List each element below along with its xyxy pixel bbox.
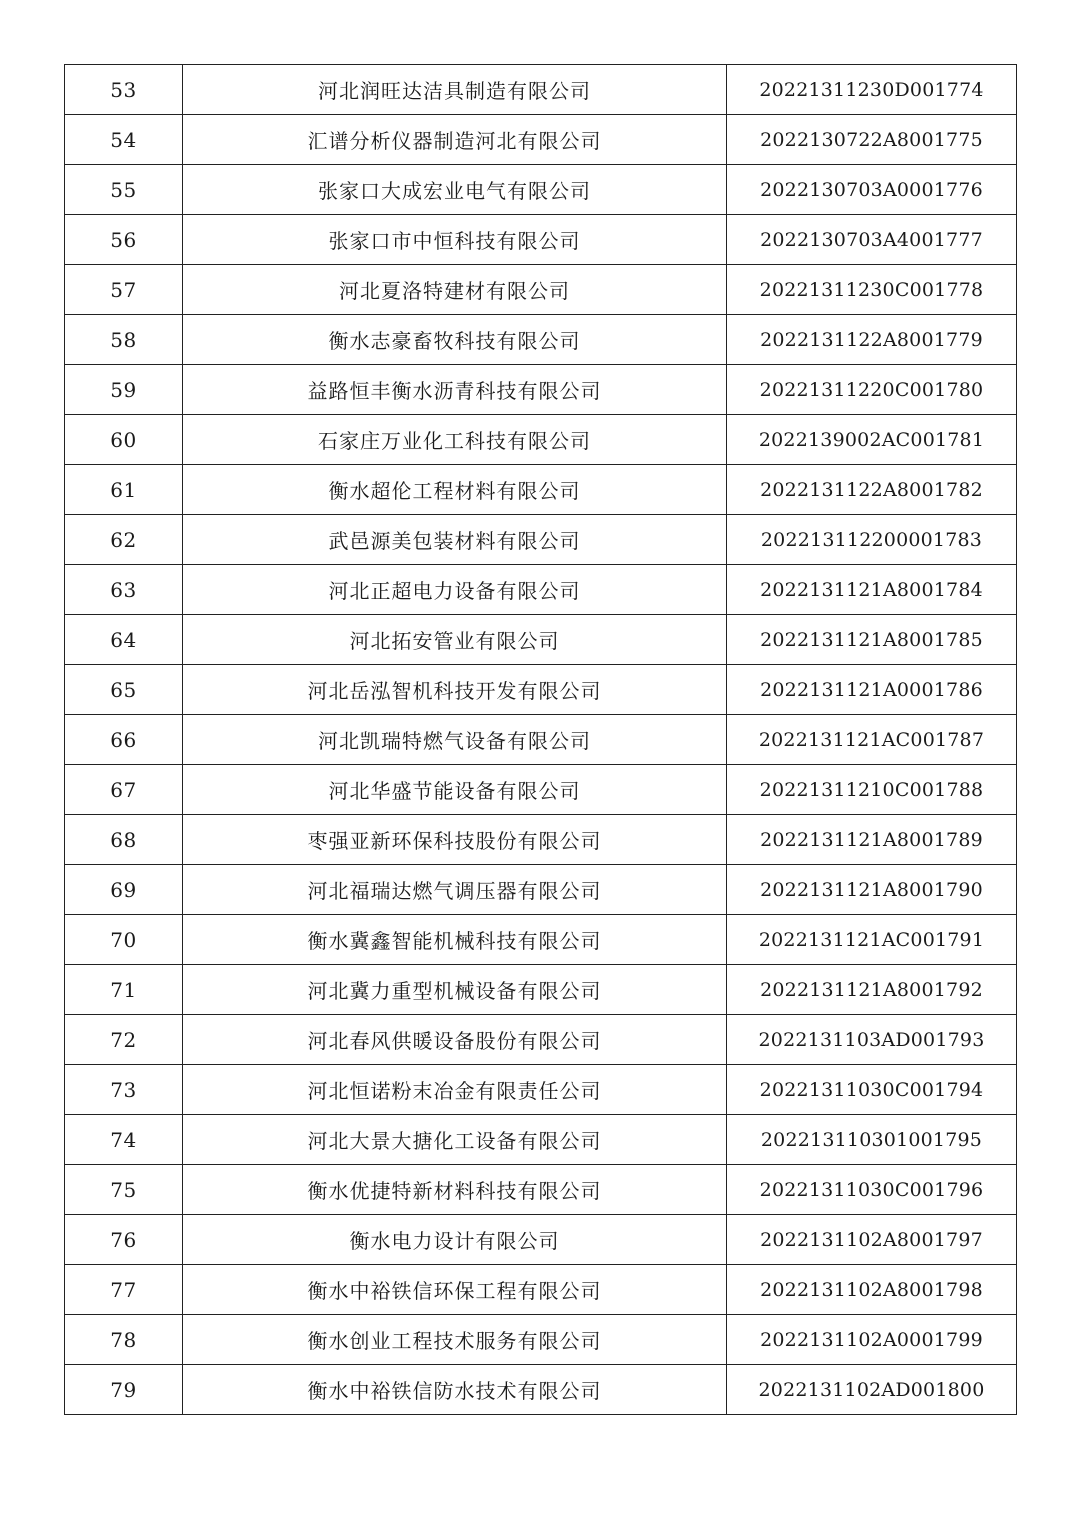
table-row — [65, 265, 1017, 315]
company-name-cell: 石家庄万业化工科技有限公司 — [183, 415, 727, 465]
table-row — [65, 1365, 1017, 1415]
company-name-cell: 衡水冀鑫智能机械科技有限公司 — [183, 915, 727, 965]
row-number-cell: 53 — [65, 65, 183, 115]
table-row — [65, 815, 1017, 865]
registration-code-cell: 2022131121A8001792 — [727, 965, 1017, 1015]
company-name-cell: 衡水超伦工程材料有限公司 — [183, 465, 727, 515]
company-name-cell: 衡水电力设计有限公司 — [183, 1215, 727, 1265]
table-row — [65, 215, 1017, 265]
company-name-cell: 益路恒丰衡水沥青科技有限公司 — [183, 365, 727, 415]
company-name-cell: 张家口大成宏业电气有限公司 — [183, 165, 727, 215]
row-number-cell: 56 — [65, 215, 183, 265]
row-number-cell: 67 — [65, 765, 183, 815]
company-name-cell: 衡水优捷特新材料科技有限公司 — [183, 1165, 727, 1215]
row-number-cell: 75 — [65, 1165, 183, 1215]
row-number-cell: 71 — [65, 965, 183, 1015]
registration-code-cell: 20221311230C001778 — [727, 265, 1017, 315]
row-number-cell: 54 — [65, 115, 183, 165]
company-name-cell: 河北岳泓智机科技开发有限公司 — [183, 665, 727, 715]
registration-code-cell: 2022131121A8001789 — [727, 815, 1017, 865]
table-row — [65, 1165, 1017, 1215]
table-row — [65, 415, 1017, 465]
row-number-cell: 78 — [65, 1315, 183, 1365]
registration-code-cell: 2022139002AC001781 — [727, 415, 1017, 465]
company-name-cell: 河北润旺达洁具制造有限公司 — [183, 65, 727, 115]
row-number-cell: 61 — [65, 465, 183, 515]
company-name-cell: 河北夏洛特建材有限公司 — [183, 265, 727, 315]
registration-code-cell: 2022131121AC001787 — [727, 715, 1017, 765]
registration-code-cell: 2022131121A8001785 — [727, 615, 1017, 665]
table-row — [65, 1315, 1017, 1365]
table-row — [65, 615, 1017, 665]
row-number-cell: 68 — [65, 815, 183, 865]
registration-code-cell: 2022131103AD001793 — [727, 1015, 1017, 1065]
registration-code-cell: 2022131121A0001786 — [727, 665, 1017, 715]
company-name-cell: 衡水中裕铁信环保工程有限公司 — [183, 1265, 727, 1315]
table-row — [65, 65, 1017, 115]
table-row — [65, 1215, 1017, 1265]
table-row — [65, 165, 1017, 215]
registration-code-cell: 20221311230D001774 — [727, 65, 1017, 115]
table-row — [65, 715, 1017, 765]
registration-code-cell: 202213110301001795 — [727, 1115, 1017, 1165]
table-row — [65, 315, 1017, 365]
registration-code-cell: 2022131122A8001782 — [727, 465, 1017, 515]
company-name-cell: 河北恒诺粉末冶金有限责任公司 — [183, 1065, 727, 1115]
company-name-cell: 河北福瑞达燃气调压器有限公司 — [183, 865, 727, 915]
company-name-cell: 河北凯瑞特燃气设备有限公司 — [183, 715, 727, 765]
row-number-cell: 66 — [65, 715, 183, 765]
registration-code-cell: 2022131121A8001784 — [727, 565, 1017, 615]
table-body — [65, 65, 1017, 1415]
document-page — [64, 64, 1015, 1415]
registration-code-cell: 2022131102A0001799 — [727, 1315, 1017, 1365]
company-name-cell: 河北冀力重型机械设备有限公司 — [183, 965, 727, 1015]
table-row — [65, 1015, 1017, 1065]
row-number-cell: 70 — [65, 915, 183, 965]
company-name-cell: 衡水创业工程技术服务有限公司 — [183, 1315, 727, 1365]
registration-code-cell: 202213112200001783 — [727, 515, 1017, 565]
registration-code-cell: 20221311030C001794 — [727, 1065, 1017, 1115]
registration-code-cell: 20221311030C001796 — [727, 1165, 1017, 1215]
table-row — [65, 865, 1017, 915]
table-row — [65, 1265, 1017, 1315]
registration-code-cell: 2022130722A8001775 — [727, 115, 1017, 165]
table-row — [65, 1115, 1017, 1165]
row-number-cell: 69 — [65, 865, 183, 915]
row-number-cell: 60 — [65, 415, 183, 465]
company-list-table — [64, 64, 1017, 1415]
table-row — [65, 665, 1017, 715]
table-row — [65, 965, 1017, 1015]
registration-code-cell: 2022131122A8001779 — [727, 315, 1017, 365]
registration-code-cell: 20221311220C001780 — [727, 365, 1017, 415]
company-name-cell: 河北华盛节能设备有限公司 — [183, 765, 727, 815]
row-number-cell: 73 — [65, 1065, 183, 1115]
row-number-cell: 63 — [65, 565, 183, 615]
company-name-cell: 河北正超电力设备有限公司 — [183, 565, 727, 615]
company-name-cell: 河北拓安管业有限公司 — [183, 615, 727, 665]
company-name-cell: 枣强亚新环保科技股份有限公司 — [183, 815, 727, 865]
registration-code-cell: 2022131102A8001797 — [727, 1215, 1017, 1265]
company-name-cell: 衡水中裕铁信防水技术有限公司 — [183, 1365, 727, 1415]
table-row — [65, 565, 1017, 615]
registration-code-cell: 2022131121AC001791 — [727, 915, 1017, 965]
registration-code-cell: 20221311210C001788 — [727, 765, 1017, 815]
registration-code-cell: 2022130703A4001777 — [727, 215, 1017, 265]
company-name-cell: 张家口市中恒科技有限公司 — [183, 215, 727, 265]
row-number-cell: 77 — [65, 1265, 183, 1315]
table-row — [65, 1065, 1017, 1115]
row-number-cell: 79 — [65, 1365, 183, 1415]
row-number-cell: 72 — [65, 1015, 183, 1065]
table-row — [65, 365, 1017, 415]
company-name-cell: 河北大景大搪化工设备有限公司 — [183, 1115, 727, 1165]
table-row — [65, 765, 1017, 815]
table-row — [65, 115, 1017, 165]
row-number-cell: 55 — [65, 165, 183, 215]
row-number-cell: 64 — [65, 615, 183, 665]
row-number-cell: 57 — [65, 265, 183, 315]
registration-code-cell: 2022131121A8001790 — [727, 865, 1017, 915]
row-number-cell: 76 — [65, 1215, 183, 1265]
registration-code-cell: 2022131102AD001800 — [727, 1365, 1017, 1415]
table-row — [65, 465, 1017, 515]
registration-code-cell: 2022130703A0001776 — [727, 165, 1017, 215]
row-number-cell: 62 — [65, 515, 183, 565]
row-number-cell: 59 — [65, 365, 183, 415]
company-name-cell: 汇谱分析仪器制造河北有限公司 — [183, 115, 727, 165]
company-name-cell: 武邑源美包装材料有限公司 — [183, 515, 727, 565]
registration-code-cell: 2022131102A8001798 — [727, 1265, 1017, 1315]
table-row — [65, 915, 1017, 965]
company-name-cell: 河北春风供暖设备股份有限公司 — [183, 1015, 727, 1065]
row-number-cell: 74 — [65, 1115, 183, 1165]
company-name-cell: 衡水志豪畜牧科技有限公司 — [183, 315, 727, 365]
table-row — [65, 515, 1017, 565]
row-number-cell: 58 — [65, 315, 183, 365]
row-number-cell: 65 — [65, 665, 183, 715]
